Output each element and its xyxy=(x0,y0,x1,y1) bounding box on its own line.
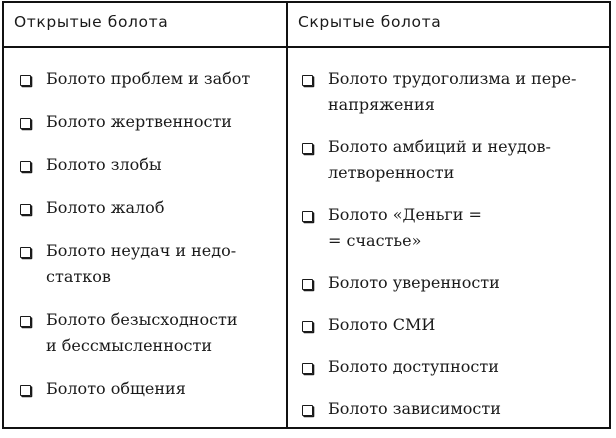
swamps-table xyxy=(2,1,611,429)
checkbox-icon xyxy=(20,118,31,129)
open-swamp-item-text: статков xyxy=(46,267,111,286)
open-swamp-item xyxy=(18,307,280,359)
checkbox-icon xyxy=(20,204,31,215)
checkbox-icon xyxy=(20,385,31,396)
hidden-swamp-item-text: = счастье» xyxy=(328,231,422,250)
hidden-swamps-heading: Скрытые болота xyxy=(298,13,442,31)
open-swamp-item-text: и бессмысленности xyxy=(46,336,212,355)
hidden-swamp-item-text: Болото зависимости xyxy=(328,399,501,418)
open-swamp-item-text: Болото проблем и забот xyxy=(46,69,251,88)
hidden-swamp-item xyxy=(300,312,606,338)
open-swamp-item xyxy=(18,195,280,221)
open-swamp-item xyxy=(18,376,280,402)
checkbox-icon xyxy=(302,75,313,86)
hidden-swamp-item xyxy=(300,134,606,186)
checkbox-icon xyxy=(302,321,313,332)
hidden-swamp-item-text: Болото трудоголизма и пере- xyxy=(328,69,577,88)
hidden-swamp-item xyxy=(300,270,606,296)
checkbox-icon xyxy=(20,247,31,258)
hidden-swamp-item xyxy=(300,202,606,254)
hidden-swamp-item-text: Болото уверенности xyxy=(328,273,500,292)
checkbox-icon xyxy=(302,363,313,374)
hidden-swamp-item xyxy=(300,66,606,118)
open-swamps-heading: Открытые болота xyxy=(14,13,169,31)
hidden-swamp-item-text: Болото амбиций и неудов- xyxy=(328,137,551,156)
open-swamp-item xyxy=(18,109,280,135)
hidden-swamps-list xyxy=(300,66,606,438)
header-divider xyxy=(4,46,609,48)
open-swamp-item-text: Болото неудач и недо- xyxy=(46,241,237,260)
column-divider xyxy=(286,3,288,427)
hidden-swamp-item-text: напряжения xyxy=(328,95,435,114)
open-swamp-item xyxy=(18,152,280,178)
checkbox-icon xyxy=(20,316,31,327)
open-swamp-item-text: Болото общения xyxy=(46,379,186,398)
open-swamp-item-text: Болото злобы xyxy=(46,155,162,174)
hidden-swamp-item-text: летворенности xyxy=(328,163,455,182)
open-swamp-item-text: Болото безысходности xyxy=(46,310,238,329)
hidden-swamp-item-text: Болото СМИ xyxy=(328,315,436,334)
checkbox-icon xyxy=(302,405,313,416)
open-swamp-item-text: Болото жертвенности xyxy=(46,112,232,131)
checkbox-icon xyxy=(20,161,31,172)
open-swamp-item-text: Болото жалоб xyxy=(46,198,165,217)
open-swamps-list xyxy=(18,66,280,419)
open-swamp-item xyxy=(18,66,280,92)
hidden-swamp-item xyxy=(300,396,606,422)
hidden-swamp-item-text: Болото «Деньги = xyxy=(328,205,482,224)
checkbox-icon xyxy=(302,279,313,290)
hidden-swamp-item-text: Болото доступности xyxy=(328,357,499,376)
hidden-swamp-item xyxy=(300,354,606,380)
checkbox-icon xyxy=(302,211,313,222)
open-swamp-item xyxy=(18,238,280,290)
checkbox-icon xyxy=(20,75,31,86)
checkbox-icon xyxy=(302,143,313,154)
